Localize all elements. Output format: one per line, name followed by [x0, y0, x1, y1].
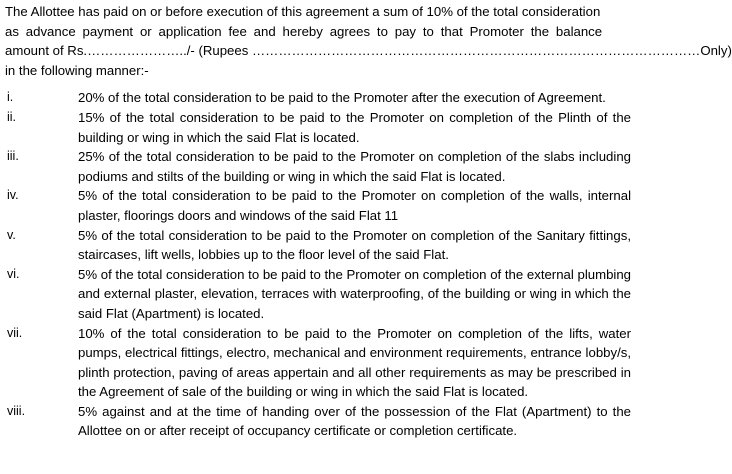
item-text: 5% against and at the time of handing over of the possession of the Flat (Apartment) to the Allottee on or after receipt of occupancy certificate or completion certificate. [78, 403, 631, 439]
amount-blank-text: amount of Rs.…………………../- (Rupees ………………………………………………………………………………………… [5, 43, 701, 59]
list-item [5, 108, 631, 147]
item-number: v. [7, 227, 16, 242]
item-number: iv. [7, 188, 19, 203]
item-number: vi. [7, 266, 20, 281]
item-text: 10% of the total consideration to be paid to the Promoter on completion of the lifts, water pumps, electrical fittings, electro, mechanical and environment requirements, entrance lobby/s, plinth protection, paving of areas appertain and all other requirements as may be prescribed in the Agreement of sale of the building or wing in which the said Flat is located. [78, 325, 631, 400]
intro-line-1: The Allottee has paid on or before execution of this agreement a sum of 10% of the total consideration [5, 4, 601, 19]
item-number: viii. [7, 403, 26, 418]
list-item [5, 147, 631, 186]
list-item [5, 186, 631, 225]
item-text: 5% of the total consideration to be paid to the Promoter on completion of the external plumbing and external plaster, elevation, terraces with waterproofing, of the building or wing in which the said Flat (Apartment) is located. [78, 266, 631, 321]
amount-line [5, 41, 732, 61]
item-number: i. [7, 90, 14, 105]
item-text: 20% of the total consideration to be paid to the Promoter after the execution of Agreement. [78, 90, 606, 106]
list-item [5, 226, 631, 265]
list-item [5, 324, 631, 402]
item-text: 5% of the total consideration to be paid to the Promoter on completion of the walls, internal plaster, floorings doors and windows of the said Flat 11 [78, 188, 631, 223]
intro-paragraph [5, 2, 732, 80]
item-text: 15% of the total consideration to be paid to the Promoter on completion of the Plinth of the building or wing in which the said Flat is located. [78, 109, 631, 145]
amount-only-text: Only) [700, 43, 732, 59]
intro-line-4: in the following manner:- [5, 62, 149, 78]
document-body [5, 0, 732, 441]
item-number: iii. [7, 149, 19, 164]
item-number: ii. [7, 109, 17, 124]
list-item [5, 88, 631, 108]
item-text: 25% of the total consideration to be paid to the Promoter on completion of the slabs including podiums and stilts of the building or wing in which the said Flat is located. [78, 149, 631, 184]
list-item [5, 402, 631, 441]
payment-schedule-list [5, 88, 631, 441]
list-item [5, 265, 631, 324]
item-number: vii. [7, 325, 23, 340]
item-text: 5% of the total consideration to be paid to the Promoter on completion of the Sanitary fittings, staircases, lift wells, lobbies up to the floor level of the said Flat. [78, 227, 631, 263]
intro-line-2: as advance payment or application fee and hereby agrees to pay to that Promoter the balance [5, 23, 603, 39]
